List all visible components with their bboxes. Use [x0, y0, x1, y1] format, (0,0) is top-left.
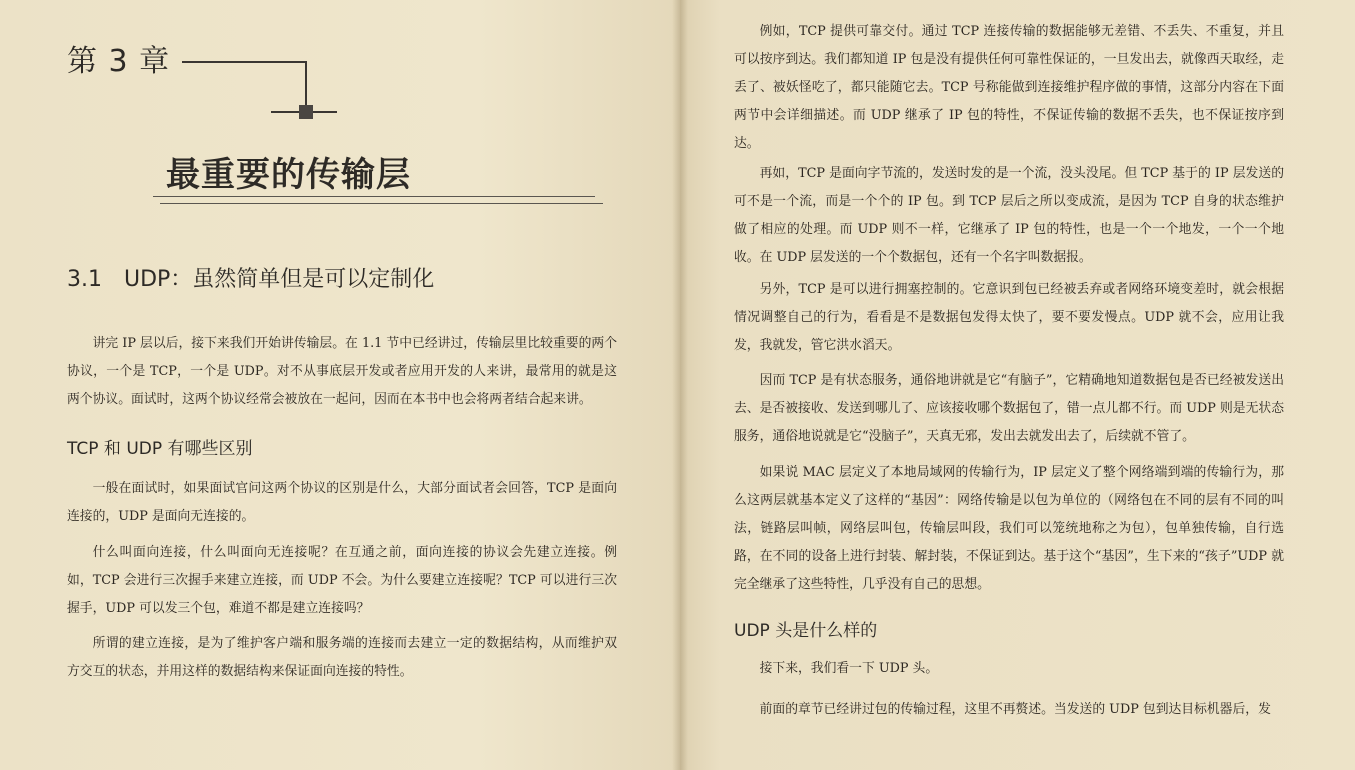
chapter-label: 第 3 章 [67, 44, 171, 79]
chapter-decor-square [299, 105, 313, 119]
paragraph: 所谓的建立连接，是为了维护客户端和服务端的连接而去建立一定的数据结构，从而维护双方交互的状态，并用这样的数据结构来保证面向连接的特性。 [67, 636, 617, 679]
paragraph: 接下来，我们看一下 UDP 头。 [759, 661, 939, 676]
chapter-decor-line [182, 61, 306, 63]
title-rule-secondary [160, 203, 603, 204]
section-heading: 3.1 UDP：虽然简单但是可以定制化 [67, 267, 435, 292]
paragraph: 什么叫面向连接，什么叫面向无连接呢？在互通之前，面向连接的协议会先建立连接。例如，TCP 会进行三次握手来建立连接，而 UDP 不会。为什么要建立连接呢？TCP 可以进行三次握手，UDP 可以发三个包，难道不都是建立连接吗？ [67, 545, 617, 616]
subheading: UDP 头是什么样的 [734, 621, 878, 641]
paragraph: 另外，TCP 是可以进行拥塞控制的。它意识到包已经被丢弃或者网络环境变差时，就会根据情况调整自己的行为，看看是不是数据包发得太快了，要不要发慢点。UDP 就不会，应用让我发，我就发，管它洪水滔天。 [734, 282, 1284, 353]
paragraph: 例如，TCP 提供可靠交付。通过 TCP 连接传输的数据能够无差错、不丢失、不重复，并且可以按序到达。我们都知道 IP 包是没有提供任何可靠性保证的，一旦发出去，就像西天取经，走丢了、被妖怪吃了，都只能随它去。TCP 号称能做到连接维护程序做的事情，这部分内容在下面两节中会详细描述。而 UDP 继承了 IP 包的特性，不保证传输的数据不丢失，也不保证按序到达。 [734, 24, 1284, 151]
paragraph: 再如，TCP 是面向字节流的，发送时发的是一个流，没头没尾。但 TCP 基于的 IP 层发送的可不是一个流，而是一个个的 IP 包。到 TCP 层后之所以变成流，是因为 TCP 自身的状态维护做了相应的处理。而 UDP 则不一样，它继承了 IP 包的特性，也是一个一个地发，一个一个地收。在 UDP 层发送的一个个数据包，还有一个名字叫数据报。 [734, 166, 1284, 265]
book-spine-shadow [672, 0, 688, 770]
chapter-title: 最重要的传输层 [166, 155, 411, 195]
title-rule [153, 196, 595, 197]
paragraph: 前面的章节已经讲过包的传输过程，这里不再赘述。当发送的 UDP 包到达目标机器后，发 [759, 702, 1271, 717]
paragraph: 因而 TCP 是有状态服务，通俗地讲就是它“有脑子”，它精确地知道数据包是否已经被发送出去、是否被接收、发送到哪儿了、应该接收哪个数据包了，错一点儿都不行。而 UDP 则是无状态服务，通俗地说就是它“没脑子”，天真无邪，发出去就发出去了，后续就不管了。 [734, 373, 1284, 444]
paragraph: 讲完 IP 层以后，接下来我们开始讲传输层。在 1.1 节中已经讲过，传输层里比较重要的两个协议，一个是 TCP，一个是 UDP。对不从事底层开发或者应用开发的人来讲，最常用的就是这两个协议。面试时，这两个协议经常会被放在一起问，因而在本书中也会将两者结合起来讲。 [67, 336, 617, 407]
chapter-decor-line-vertical [305, 61, 307, 107]
paragraph: 如果说 MAC 层定义了本地局域网的传输行为，IP 层定义了整个网络端到端的传输行为，那么这两层就基本定义了这样的“基因”：网络传输是以包为单位的（网络包在不同的层有不同的叫法，链路层叫帧，网络层叫包，传输层叫段，我们可以笼统地称之为包），包单独传输，自行选路，在不同的设备上进行封装、解封装，不保证到达。基于这个“基因”，生下来的“孩子”UDP 就完全继承了这些特性，几乎没有自己的思想。 [734, 465, 1284, 592]
subheading: TCP 和 UDP 有哪些区别 [67, 439, 253, 459]
paragraph: 一般在面试时，如果面试官问这两个协议的区别是什么，大部分面试者会回答，TCP 是面向连接的，UDP 是面向无连接的。 [67, 481, 617, 524]
